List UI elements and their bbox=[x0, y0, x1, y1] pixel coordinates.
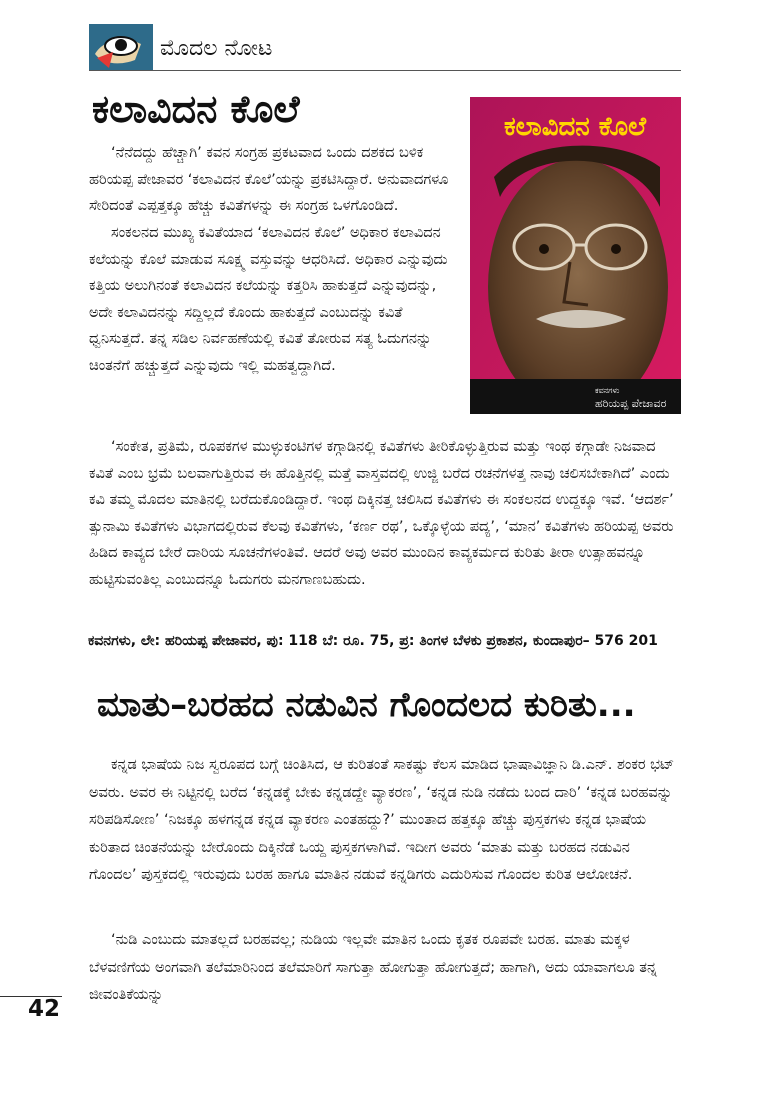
page-number: 42 bbox=[28, 996, 61, 1022]
review-paragraph: ‘ನುಡಿ ಎಂಬುದು ಮಾತಲ್ಲದೆ ಬರಹವಲ್ಲ; ನುಡಿಯ ಇಲ್ಲವೇ ಮಾತಿನ ಒಂದು ಕೃತಕ ರೂಪವೇ ಬರಹ. ಮಾತು ಮಕ್ಕಳ ಬೆಳವಣಿಗೆಯ ಅಂಗವಾಗಿ ತಲೆಮಾರಿನಿಂದ ತಲೆಮಾರಿಗೆ ಸಾಗುತ್ತಾ ಹೋಗುತ್ತಾ ಹೋಗುತ್ತದೆ; ಹಾಗಾಗಿ, ಅದು ಯಾವಾಗಲೂ ತನ್ನ ಜೀವಂತಿಕೆಯನ್ನು bbox=[89, 932, 658, 1003]
cover-author-caption: ಕವನಗಳು bbox=[595, 386, 620, 395]
cover-title: ಕಲಾವಿದನ ಕೊಲೆ bbox=[503, 112, 647, 142]
review-paragraph: ಕನ್ನಡ ಭಾಷೆಯ ನಿಜ ಸ್ವರೂಪದ ಬಗ್ಗೆ ಚಿಂತಿಸಿದ, ಆ ಕುರಿತಂತೆ ಸಾಕಷ್ಟು ಕೆಲಸ ಮಾಡಿದ ಭಾಷಾವಿಜ್ಞಾನಿ ಡಿ.ಎನ್. ಶಂಕರ ಭಟ್ ಅವರು. ಅವರ ಈ ನಿಟ್ಟಿನಲ್ಲಿ ಬರೆದ ‘ಕನ್ನಡಕ್ಕೆ ಬೇಕು ಕನ್ನಡದ್ದೇ ವ್ಯಾಕರಣ’, ‘ಕನ್ನಡ ನುಡಿ ನಡೆದು ಬಂದ ದಾರಿ’ ‘ಕನ್ನಡ ಬರಹವನ್ನು ಸರಿಪಡಿಸೋಣ’ ‘ನಿಜಕ್ಕೂ ಹಳಗನ್ನಡ ಕನ್ನಡ ವ್ಯಾಕರಣ ಎಂತಹದ್ದು?’ ಮುಂತಾದ ಹತ್ತಕ್ಕೂ ಹೆಚ್ಚು ಪುಸ್ತಕಗಳು ಕನ್ನಡ ಭಾಷೆಯ ಕುರಿತಾದ ಚಿಂತನೆಯನ್ನು ಬೇರೊಂದು ದಿಕ್ಕಿನೆಡೆ ಒಯ್ದ ಪುಸ್ತಕಗಳಾಗಿವೆ. ಇದೀಗ ಅವರು ‘ಮಾತು ಮತ್ತು ಬರಹದ ನಡುವಿನ ಗೊಂದಲ’ ಪುಸ್ತಕದಲ್ಲಿ ಇರುವುದು ಬರಹ ಹಾಗೂ ಮಾತಿನ ನಡುವೆ ಕನ್ನಡಿಗರು ಎದುರಿಸುವ ಗೊಂದಲ ಕುರಿತ ಆಲೋಚನೆ. bbox=[89, 757, 675, 883]
review-paragraph: ‘ನೆನೆದದ್ದು ಹೆಚ್ಚಾಗಿ’ ಕವನ ಸಂಗ್ರಹ ಪ್ರಕಟವಾದ ಒಂದು ದಶಕದ ಬಳಿಕ ಹರಿಯಪ್ಪ ಪೇಜಾವರ ‘ಕಲಾವಿದನ ಕೊಲೆ’ಯನ್ನು ಪ್ರಕಟಿಸಿದ್ದಾರೆ. ಅನುವಾದಗಳೂ ಸೇರಿದಂತೆ ಎಪ್ಪತ್ತಕ್ಕೂ ಹೆಚ್ಚು ಕವಿತೆಗಳನ್ನು ಈ ಸಂಗ್ರಹ ಒಳಗೊಂಡಿದೆ. bbox=[89, 145, 449, 214]
review-title: ಕಲಾವಿದನ ಕೊಲೆ bbox=[92, 87, 300, 131]
magazine-logo bbox=[89, 24, 153, 70]
review-paragraph: ಸಂಕಲನದ ಮುಖ್ಯ ಕವಿತೆಯಾದ ‘ಕಲಾವಿದನ ಕೊಲೆ’ ಅಧಿಕಾರ ಕಲಾವಿದನ ಕಲೆಯನ್ನು ಕೊಲೆ ಮಾಡುವ ಸೂಕ್ಷ್ಮ ವಸ್ತುವನ್ನು ಆಧರಿಸಿದೆ. ಅಧಿಕಾರ ಎನ್ನುವುದು ಕತ್ತಿಯ ಅಲುಗಿನಂತೆ ಕಲಾವಿದನ ಕಲೆಯನ್ನು ಕತ್ತರಿಸಿ ಹಾಕುತ್ತದೆ ಎನ್ನುವುದನ್ನು, ಅದೇ ಕಲಾವಿದನನ್ನು ಸದ್ದಿಲ್ಲದೆ ಕೊಂದು ಹಾಕುತ್ತದೆ ಎಂಬುದನ್ನು ಕವಿತೆ ಧ್ವನಿಸುತ್ತದೆ. ತನ್ನ ಸಡಿಲ ನಿರ್ವಹಣೆಯಲ್ಲಿ ಕವಿತೆ ತೋರುವ ಸತ್ಯ ಓದುಗನನ್ನು ಚಿಂತನೆಗೆ ಹಚ್ಚುತ್ತದೆ ಎನ್ನುವುದು ಇಲ್ಲಿ ಮಹತ್ವದ್ದಾಗಿದೆ. bbox=[89, 225, 448, 374]
book-cover-image bbox=[470, 97, 681, 414]
review-title: ಮಾತು–ಬರಹದ ನಡುವಿನ ಗೊಂದಲದ ಕುರಿತು... bbox=[97, 685, 636, 725]
cover-author: ಹರಿಯಪ್ಪ ಪೇಜಾವರ bbox=[595, 397, 667, 410]
book-details: ಕವನಗಳು, ಲೇ: ಹರಿಯಪ್ಪ ಪೇಜಾವರ, ಪು: 118 ಬೆ: ರೂ. 75, ಪ್ರ: ತಿಂಗಳ ಬೆಳಕು ಪ್ರಕಾಶನ, ಕುಂದಾಪುರ– 576 201 bbox=[88, 633, 658, 649]
review-paragraph: ‘ಸಂಕೇತ, ಪ್ರತಿಮೆ, ರೂಪಕಗಳ ಮುಳ್ಳುಕಂಟಿಗಳ ಕಗ್ಗಾಡಿನಲ್ಲಿ ಕವಿತೆಗಳು ತೀರಿಕೊಳ್ಳುತ್ತಿರುವ ಮತ್ತು ಇಂಥ ಕಗ್ಗಾಡೇ ನಿಜವಾದ ಕವಿತೆ ಎಂಬ ಭ್ರಮೆ ಬಲವಾಗುತ್ತಿರುವ ಈ ಹೊತ್ತಿನಲ್ಲಿ ಮತ್ತೆ ವಾಸ್ತವದಲ್ಲಿ ಉಜ್ಜಿ ಬರೆದ ರಚನೆಗಳತ್ತ ನಾವು ಚಲಿಸಬೇಕಾಗಿದೆ’ ಎಂದು ಕವಿ ತಮ್ಮ ಮೊದಲ ಮಾತಿನಲ್ಲಿ ಬರೆದುಕೊಂಡಿದ್ದಾರೆ. ಇಂಥ ದಿಕ್ಕಿನತ್ತ ಚಲಿಸಿದ ಕವಿತೆಗಳು ಈ ಸಂಕಲನದ ಉದ್ದಕ್ಕೂ ಇವೆ. ‘ಆದರ್ಶ’ ತ್ಸುನಾಮಿ ಕವಿತೆಗಳು ವಿಭಾಗದಲ್ಲಿರುವ ಕೆಲವು ಕವಿತೆಗಳು, ‘ಕರ್ಣ ರಥ’, ಒಕ್ಕೊಳ್ಳೆಯ ಪದ್ಯ’, ‘ಮಾನ’ ಕವಿತೆಗಳು ಹರಿಯಪ್ಪ ಅವರು ಹಿಡಿದ ಕಾವ್ಯದ ಬೇರೆ ದಾರಿಯ ಸೂಚನೆಗಳಂತಿವೆ. ಆದರೆ ಅವು ಅವರ ಮುಂದಿನ ಕಾವ್ಯಕರ್ಮದ ಕುರಿತು ತೀರಾ ಉತ್ಸಾಹವನ್ನೂ ಹುಟ್ಟಿಸುವಂತಿಲ್ಲ ಎಂಬುದನ್ನೂ ಓದುಗರು ಮನಗಾಣಬಹುದು. bbox=[89, 439, 674, 588]
header-divider bbox=[89, 70, 681, 71]
section-title: ಮೊದಲ ನೋಟ bbox=[160, 36, 273, 61]
